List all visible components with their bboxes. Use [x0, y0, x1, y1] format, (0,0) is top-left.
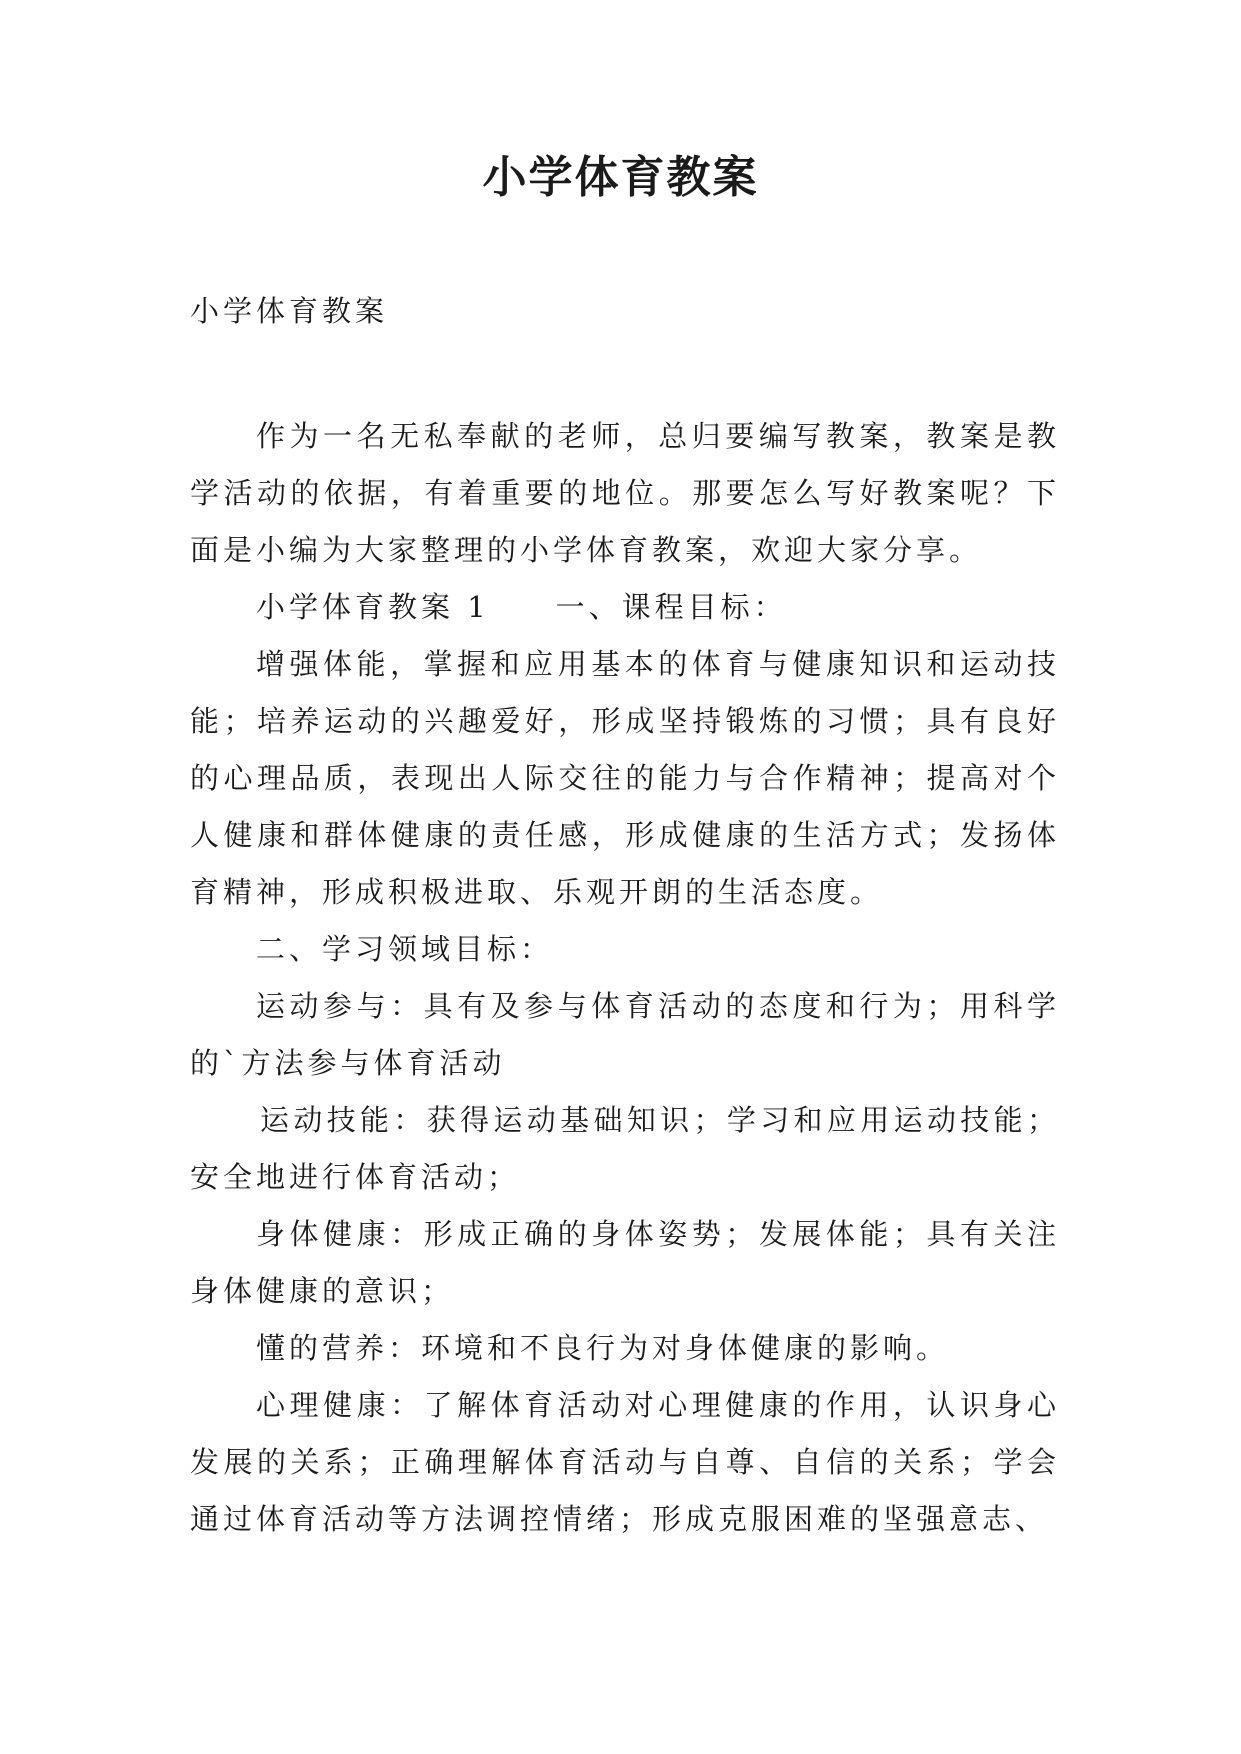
section-heading-course-goals: 小学体育教案 1 一、课程目标： [256, 590, 787, 624]
goal-sports-participation: 运动参与：具有及参与体育活动的态度和行为；用科学的`方法参与体育活动 [190, 989, 1060, 1080]
section-heading-learning-goals: 二、学习领域目标： [256, 932, 554, 966]
document-subtitle: 小学体育教案 [190, 294, 389, 328]
goal-nutrition: 懂的营养：环境和不良行为对身体健康的影响。 [256, 1331, 950, 1365]
goal-mental-health: 心理健康：了解体育活动对心理健康的作用，认识身心发展的关系；正确理解体育活动与自尊、自信的关系；学会通过体育活动等方法调控情绪；形成克服困难的坚强意志、 [190, 1388, 1060, 1536]
goal-physical-health: 身体健康：形成正确的身体姿势；发展体能；具有关注身体健康的意识； [190, 1217, 1060, 1308]
course-goals-paragraph: 增强体能，掌握和应用基本的体育与健康知识和运动技能；培养运动的兴趣爱好，形成坚持锻炼的习惯；具有良好的心理品质，表现出人际交往的能力与合作精神；提高对个人健康和群体健康的责任感，形成健康的生活方式；发扬体育精神，形成积极进取、乐观开朗的生活态度。 [190, 647, 1060, 909]
goal-sports-skills: 运动技能：获得运动基础知识；学习和应用运动技能；安全地进行体育活动； [190, 1103, 1060, 1194]
intro-paragraph: 作为一名无私奉献的老师，总归要编写教案，教案是教学活动的依据，有着重要的地位。那要怎么写好教案呢？下面是小编为大家整理的小学体育教案，欢迎大家分享。 [190, 419, 1060, 567]
document-body [190, 408, 1060, 1548]
document-title: 小学体育教案 [482, 152, 759, 203]
